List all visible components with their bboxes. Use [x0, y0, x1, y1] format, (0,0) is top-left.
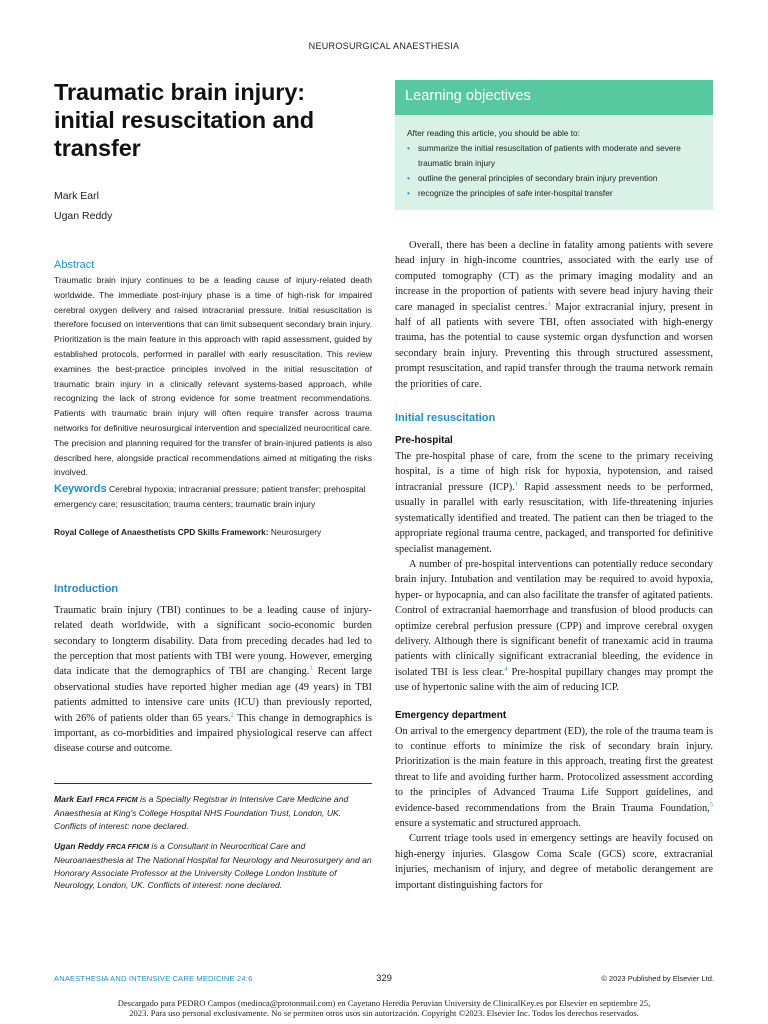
- learning-objectives-list: [407, 141, 701, 201]
- bio-divider: [54, 783, 372, 784]
- bio-qualifications: FRCA FFICM: [106, 844, 150, 852]
- bio-author-name: Ugan Reddy: [54, 841, 105, 852]
- bio-author-name: Mark Earl: [54, 793, 93, 804]
- copyright-notice: © 2023 Published by Elsevier Ltd.: [601, 974, 714, 983]
- learning-objectives-intro: After reading this article, you should be able to:: [407, 128, 580, 138]
- list-item: • recognize the principles of safe inter-hospital transfer: [407, 186, 701, 201]
- list-item: • outline the general principles of secondary brain injury prevention: [407, 171, 701, 186]
- prehospital-paragraph: The pre-hospital phase of care, from the scene to the primary receiving hospital, is a time of high risk for hypoxia, hypotension, and raised intracranial pressure (ICP).$^1$ Rapid assessment needs to be performed, usually in parallel with early resuscitation, with life-threatening injuries systematically identified and treated. The patient can then be triaged to the appropriate regional trauma centre, packaged, and transported for definitive specialist management.: [395, 451, 713, 555]
- cpd-label: Royal College of Anaesthetists CPD Skills Framework:: [54, 526, 269, 537]
- author-name: Mark Earl: [54, 190, 99, 202]
- bullet-icon: •: [407, 173, 410, 183]
- article-title: Traumatic brain injury: initial resuscitation and transfer: [54, 79, 314, 161]
- author-name: Ugan Reddy: [54, 210, 113, 222]
- learning-objectives-title: Learning objectives: [395, 80, 713, 115]
- keywords-text: Cerebral hypoxia; intracranial pressure; patient transfer; prehospital emergency care; resuscitation; trauma centers; traumatic brain injury: [54, 484, 366, 509]
- abstract-text: Traumatic brain injury continues to be a leading cause of injury-related death worldwide. The immediate post-injury phase is a time of high-risk for impaired cerebral oxygen delivery and raised intracranial pressure. Initial resuscitation is therefore focused on interventions that can limit subsequent secondary brain injury. Prioritization is the main feature in this approach with rapid assessment, guided by established protocols, performed in parallel with early resuscitation. This review examines the best-practice principles involved in the initial resuscitation of traumatic brain injury in a clinically relevant systems-based approach, while recognizing the lack of strong evidence for some treatment recommendations. Patients with traumatic brain injury will often require transfer across trauma networks for definitive neurosurgical intervention and specialized neurocritical care. The precision and planning required for the transfer of brain-injured patients is also described here, alongside practical recommendations aimed at mitigating the risks involved.: [54, 275, 372, 478]
- introduction-paragraph: Traumatic brain injury (TBI) continues to be a leading cause of injury-related death worldwide, with a significant socio-economic burden secondary to longterm disability. Data from preceding decades had led to the perception that most patients with TBI were young. However, emerging data indicate that the demographics of TBI are changing.$^1$ Recent large observational studies have reported higher median age (49 years) in TBI patients admitted to intensive care units (ICU) than previously reported, with 26% of patients older than 65 years.$^2$ This change in demographics is important, as co-morbidities and impaired physiological reserve can affect disease course and outcome.: [54, 604, 373, 755]
- introduction-heading: Introduction: [54, 582, 119, 595]
- prehospital-paragraph: A number of pre-hospital interventions can potentially reduce secondary brain injury. Intubation and ventilation may be required to avoid hypoxia, hyper- or hypocapnia, and can also facilitate the transfer of agitated patients. Control of extracranial haemorrhage and transfusion of blood products can optimize cerebral perfusion pressure (CPP) and improve cerebral oxygen delivery. Although there is significant benefit of tranexamic acid in trauma patients with clinically significant extracranial bleeding, the evidence in isolated TBI is less clear.$^4$ Pre-hospital pupillary changes may prompt the use of hypertonic saline with the aim of reducing ICP.: [395, 558, 714, 694]
- reference-link[interactable]: 5: [709, 801, 713, 809]
- download-notice-line: 2023. Para uso personal exclusivamente. No se permiten otros usos sin autorización. Copyright ©2023. Elsevier Inc. Todos los derechos reservados.: [129, 1008, 639, 1018]
- list-item: • summarize the initial resuscitation of patients with moderate and severe traumatic brain injury: [407, 143, 681, 168]
- journal-citation: ANAESTHESIA AND INTENSIVE CARE MEDICINE 24:6: [54, 974, 253, 983]
- emergency-department-paragraph: On arrival to the emergency department (ED), the role of the trauma team is to continue efforts to minimize the risk of secondary brain injury. Prioritization is the main feature in this approach, treating first the greatest threat to life and avoiding further harm. Protocolized assessment according to the principles of Advanced Trauma Life Support guidelines, and evidence-based recommendations from the Brain Trauma Foundation,$^5$ ensure a systematic and structured approach.: [395, 725, 713, 829]
- left-column: [54, 78, 372, 892]
- keywords-label: Keywords: [54, 483, 107, 496]
- emergency-department-paragraph: Current triage tools used in emergency settings are heavily focused on high-energy injuries. Glasgow Coma Scale (GCS) score, extracranial injuries, mechanism of injury, and degree of metabolic derangement are important distinguishing factors for: [395, 833, 713, 891]
- initial-resuscitation-heading: Initial resuscitation: [395, 412, 496, 425]
- bullet-icon: •: [407, 188, 410, 198]
- author-list: [54, 186, 372, 226]
- learning-objectives-body: [395, 115, 713, 210]
- cpd-framework: [54, 526, 372, 538]
- right-column: [395, 80, 713, 893]
- emergency-department-heading: Emergency department: [395, 709, 507, 721]
- author-bio: [54, 793, 372, 832]
- reference-link[interactable]: 1: [514, 480, 519, 488]
- running-head: NEUROSURGICAL ANAESTHESIA: [308, 41, 460, 51]
- reference-link[interactable]: 4: [504, 665, 508, 673]
- bio-qualifications: FRCA FFICM: [95, 796, 138, 804]
- bio-text: is a Consultant in Neurocritical Care and Neuroanaesthesia at The National Hospital for Neurology and Neurosurgery and an Honorary Associate Professor at the University College London Institute of Neurology, London, UK. Conflicts of interest: none declared.: [54, 841, 372, 891]
- page-number: 329: [376, 973, 392, 984]
- download-notice-line: Descargado para PEDRO Campos (medinca@protonmail.com) en Cayetano Heredia Peruvian University de ClinicalKey.es por Elsevier en septiembre 25,: [117, 998, 651, 1008]
- reference-link[interactable]: 3: [547, 300, 551, 308]
- download-notice: [0, 998, 768, 1018]
- keywords: [54, 482, 372, 512]
- reference-link[interactable]: 1: [309, 664, 313, 672]
- author-bio: [54, 840, 372, 892]
- learning-objectives-box: [395, 80, 713, 210]
- cpd-value: Neurosurgery: [270, 526, 322, 537]
- prehospital-heading: Pre-hospital: [395, 435, 453, 447]
- reference-link[interactable]: 2: [230, 711, 234, 719]
- overall-paragraph: Overall, there has been a decline in fatality among patients with severe head injury in high-income countries, associated with the early use of computed tomography (CT) as the primary imaging modality and an increase in the proportion of patients with severe head injury having their care managed in specialist centres.$^3$ Major extracranial injury, present in half of all patients with severe TBI, often associated with high-energy trauma, has the potential to cause systemic organ dysfunction and worsen secondary brain injury. Preventing this through structured assessment, prompt resuscitation, and rapid transfer through the trauma network remain the priorities of care.: [395, 240, 713, 390]
- bullet-icon: •: [407, 143, 410, 153]
- abstract-heading: Abstract: [54, 259, 95, 271]
- bio-text: is a Specialty Registrar in Intensive Care Medicine and Anaesthesia at King's College Hospital NHS Foundation Trust, London, UK. Conflicts of interest: none declared.: [54, 793, 349, 831]
